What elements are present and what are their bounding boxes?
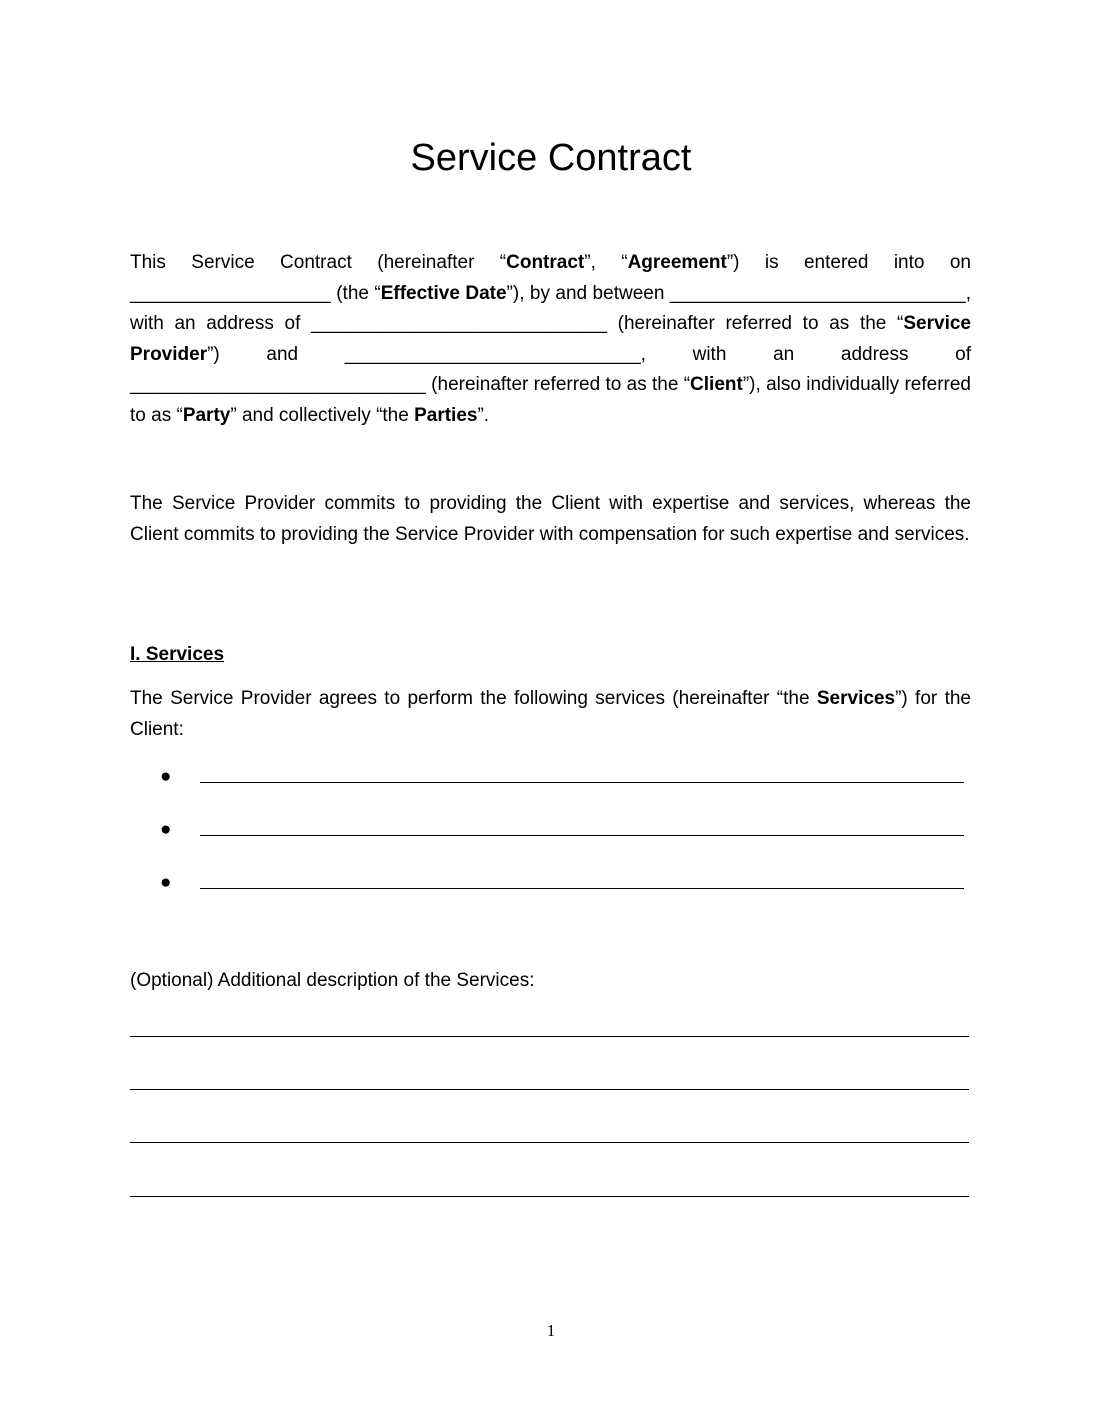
term-client: Client [690, 374, 743, 395]
list-item [160, 868, 966, 898]
services-text: ”) for the Client: [130, 688, 971, 740]
description-blank-line[interactable] [130, 1089, 969, 1090]
service-blank-line[interactable] [200, 888, 964, 889]
intro-text: This Service Contract (hereinafter “ [130, 252, 507, 273]
term-services: Services [816, 688, 896, 709]
description-blank-line[interactable] [130, 1036, 969, 1037]
description-blank-line[interactable] [130, 1142, 969, 1143]
list-item [160, 815, 966, 845]
intro-paragraph [130, 248, 971, 431]
term-contract: Contract [506, 252, 585, 273]
page-number: 1 [546, 1321, 556, 1340]
description-blank-line[interactable] [130, 1196, 969, 1197]
service-blank-line[interactable] [200, 782, 964, 783]
intro-text: ”, “ [584, 252, 628, 273]
intro-text: ”), also individually referred to as “ [130, 374, 971, 426]
list-item [160, 762, 966, 792]
bullet-icon: ● [160, 872, 172, 893]
term-effective-date: Effective Date [380, 282, 507, 304]
document-title: Service Contract [410, 137, 692, 179]
term-parties: Parties [414, 404, 478, 426]
term-party: Party [182, 404, 231, 426]
intro-text: ” and collectively “the [230, 404, 415, 426]
intro-text: ”. [477, 404, 490, 426]
intro-text: ”), by and between ____________________________, with an address of ____________________________ (hereinafter referred to as the “ [130, 282, 971, 334]
bullet-icon: ● [160, 766, 172, 787]
intro-text: ”) and ____________________________, with an address of ____________________________ (hereinafter referred to as the “ [130, 343, 971, 395]
intro-text: ”) is entered into on ___________________ (the “ [130, 252, 971, 304]
services-text: The Service Provider agrees to perform the following services (hereinafter “the [130, 688, 817, 709]
term-agreement: Agreement [627, 252, 727, 273]
services-paragraph [130, 684, 971, 745]
service-blank-line[interactable] [200, 835, 964, 836]
optional-description-label: (Optional) Additional description of the Services: [130, 970, 535, 991]
term-service-provider: Service Provider [130, 313, 971, 365]
bullet-icon: ● [160, 819, 172, 840]
commitment-paragraph: The Service Provider commits to providing the Client with expertise and services, whereas the Client commits to providing the Service Provider with compensation for such expertise and services. [130, 493, 971, 545]
section-heading-services: I. Services [130, 644, 225, 665]
